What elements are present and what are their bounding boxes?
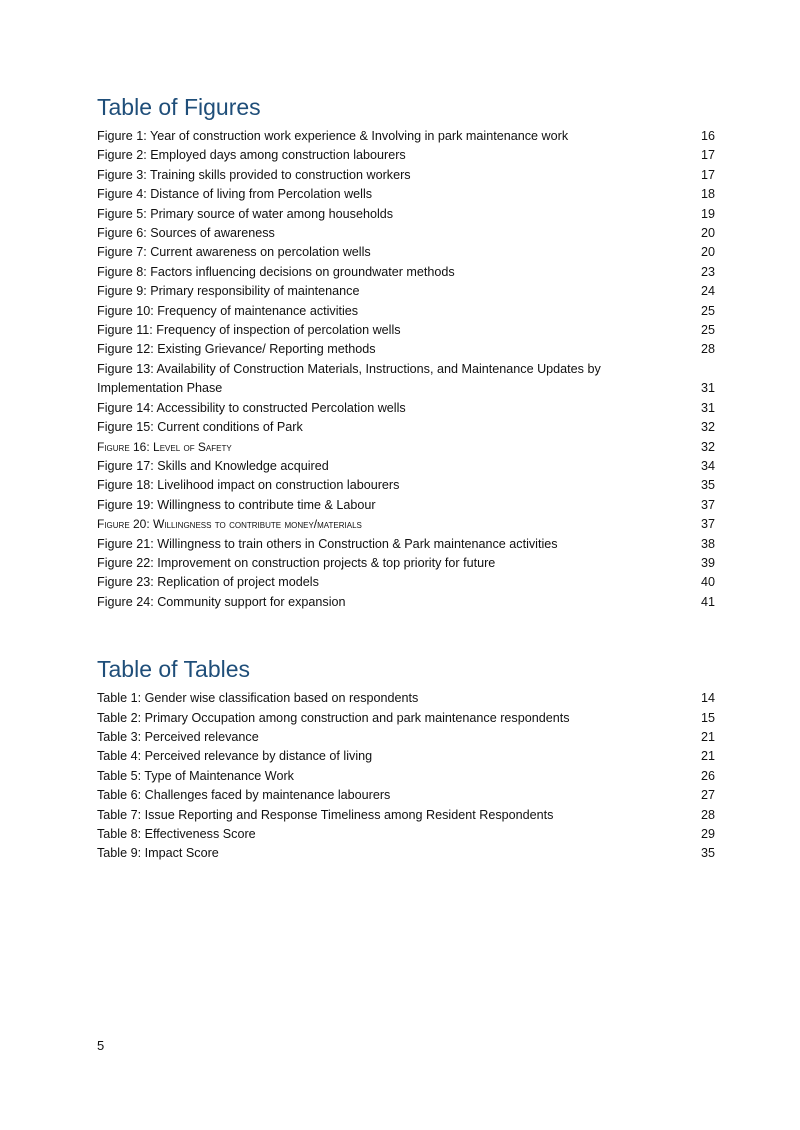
- table-entry[interactable]: [97, 844, 715, 863]
- page-number: 5: [97, 1038, 105, 1053]
- table-entry-label: Table 4: Perceived relevance by distance of living: [97, 749, 373, 764]
- figure-entry-page-number: 37: [700, 497, 715, 512]
- figure-entry-label: Figure 23: Replication of project models: [97, 575, 319, 590]
- figure-entry-page-number: 24: [700, 284, 715, 299]
- table-of-tables-section: [97, 654, 715, 864]
- figure-entry-page-number: 32: [700, 420, 715, 435]
- figure-entry[interactable]: [97, 457, 715, 476]
- figure-entry[interactable]: [97, 282, 715, 301]
- table-entry-label: Table 3: Perceived relevance: [97, 729, 259, 744]
- table-entry-page-number: 21: [700, 729, 715, 744]
- figure-entry-label: Figure 15: Current conditions of Park: [97, 420, 303, 435]
- figure-entry-page-number: 20: [700, 245, 715, 260]
- document-page: [97, 92, 715, 864]
- table-entry[interactable]: [97, 689, 715, 708]
- figure-entry-label: Figure 11: Frequency of inspection of percolation wells: [97, 323, 401, 338]
- figure-entry[interactable]: [97, 127, 715, 146]
- table-entry-page-number: 29: [700, 827, 715, 841]
- figure-entry-page-number: 23: [700, 264, 715, 279]
- table-entry-page-number: 28: [700, 807, 715, 822]
- figure-entry-label: Figure 21: Willingness to train others in Construction & Park maintenance activities: [97, 536, 558, 551]
- figure-entry-label: Figure 5: Primary source of water among households: [97, 206, 394, 221]
- table-entry-label: Table 8: Effectiveness Score: [97, 827, 256, 841]
- figure-entry-label: Figure 19: Willingness to contribute time & Labour: [97, 497, 376, 512]
- figure-entry[interactable]: [97, 302, 715, 321]
- figure-entry-page-number: 19: [700, 206, 715, 221]
- figure-entry-page-number: 25: [700, 323, 715, 338]
- table-entry[interactable]: [97, 767, 715, 786]
- figure-entry[interactable]: [97, 573, 715, 592]
- figure-entry-label: Figure 13: Availability of Construction Materials, Instructions, and Maintenance Updates by Implementation Phase: [97, 361, 601, 396]
- figure-entry[interactable]: [97, 263, 715, 282]
- figure-entry-page-number: 34: [700, 458, 715, 473]
- table-entry-page-number: 14: [700, 691, 715, 706]
- figure-entry-page-number: 37: [700, 517, 715, 532]
- table-entry-label: Table 2: Primary Occupation among construction and park maintenance respondents: [97, 710, 570, 725]
- table-entry-label: Table 7: Issue Reporting and Response Timeliness among Resident Respondents: [97, 807, 554, 822]
- figure-entry-page-number: 20: [700, 226, 715, 241]
- figure-entry-label: Figure 20: Willingness to contribute money/materials: [97, 517, 362, 532]
- figure-entry[interactable]: [97, 418, 715, 437]
- figure-entry-label: Figure 18: Livelihood impact on construction labourers: [97, 478, 400, 493]
- figure-entry-label: Figure 2: Employed days among construction labourers: [97, 148, 406, 163]
- figure-entry-page-number: 16: [700, 129, 715, 143]
- figure-entry[interactable]: [97, 321, 715, 340]
- figure-entry-label: Figure 16: Level of Safety: [97, 439, 232, 454]
- figure-entry[interactable]: [97, 340, 715, 359]
- figure-entry-page-number: 38: [700, 536, 715, 551]
- table-entry[interactable]: [97, 709, 715, 728]
- figure-entry[interactable]: [97, 224, 715, 243]
- figure-entry[interactable]: [97, 360, 715, 399]
- figure-entry-page-number: 41: [700, 594, 715, 609]
- table-entry-label: Table 9: Impact Score: [97, 846, 219, 861]
- table-entry[interactable]: [97, 747, 715, 766]
- figure-entry[interactable]: [97, 476, 715, 495]
- figure-entry-label: Figure 9: Primary responsibility of maintenance: [97, 284, 360, 299]
- figure-entry[interactable]: [97, 205, 715, 224]
- figure-entry-page-number: 25: [700, 303, 715, 318]
- figure-entry-label: Figure 6: Sources of awareness: [97, 226, 275, 241]
- figure-entry-page-number: 17: [700, 167, 715, 182]
- figure-entry[interactable]: [97, 185, 715, 204]
- figure-entry-label: Figure 4: Distance of living from Percolation wells: [97, 187, 373, 202]
- table-entry-label: Table 5: Type of Maintenance Work: [97, 768, 294, 783]
- table-of-figures-heading: Table of Figures: [97, 94, 261, 120]
- figure-entry[interactable]: [97, 535, 715, 554]
- table-entry[interactable]: [97, 806, 715, 825]
- figure-entry-label: Figure 12: Existing Grievance/ Reporting methods: [97, 342, 376, 357]
- figure-entry-label: Figure 1: Year of construction work experience & Involving in park maintenance work: [97, 129, 569, 143]
- figure-entry[interactable]: [97, 515, 715, 534]
- table-of-tables-list: [97, 689, 715, 864]
- figure-entry-page-number: 31: [700, 400, 715, 415]
- figure-entry[interactable]: [97, 243, 715, 262]
- figure-entry[interactable]: [97, 166, 715, 185]
- figure-entry-page-number: 18: [700, 187, 715, 202]
- table-of-figures-section: [97, 92, 715, 612]
- figure-entry-page-number: 28: [700, 342, 715, 357]
- table-entry[interactable]: [97, 786, 715, 805]
- figure-entry[interactable]: [97, 146, 715, 165]
- table-entry-label: Table 1: Gender wise classification based on respondents: [97, 691, 419, 706]
- figure-entry-label: Figure 14: Accessibility to constructed Percolation wells: [97, 400, 406, 415]
- table-entry-page-number: 26: [700, 768, 715, 783]
- figure-entry-page-number: 32: [700, 439, 715, 454]
- figure-entry-label: Figure 8: Factors influencing decisions on groundwater methods: [97, 264, 455, 279]
- figure-entry-page-number: 39: [700, 555, 715, 570]
- figure-entry-label: Figure 7: Current awareness on percolation wells: [97, 245, 371, 260]
- figure-entry-page-number: 40: [700, 575, 715, 590]
- figure-entry-page-number: 35: [700, 478, 715, 493]
- figure-entry[interactable]: [97, 593, 715, 612]
- figure-entry-label: Figure 3: Training skills provided to construction workers: [97, 167, 411, 182]
- table-of-figures-list: [97, 127, 715, 612]
- figure-entry[interactable]: [97, 438, 715, 457]
- figure-entry-label: Figure 22: Improvement on construction projects & top priority for future: [97, 555, 496, 570]
- figure-entry-page-number: 17: [700, 148, 715, 163]
- table-of-tables-heading: Table of Tables: [97, 656, 251, 683]
- figure-entry-label: Figure 24: Community support for expansion: [97, 594, 346, 609]
- table-entry-page-number: 27: [700, 788, 715, 803]
- table-entry-page-number: 21: [700, 749, 715, 764]
- table-entry[interactable]: [97, 728, 715, 747]
- table-entry-label: Table 6: Challenges faced by maintenance labourers: [97, 788, 391, 803]
- table-entry-page-number: 15: [700, 710, 715, 725]
- figure-entry[interactable]: [97, 554, 715, 573]
- figure-entry-label: Figure 10: Frequency of maintenance activities: [97, 303, 359, 318]
- figure-entry[interactable]: [97, 399, 715, 418]
- table-entry[interactable]: [97, 825, 715, 844]
- figure-entry-page-number: 31: [700, 381, 715, 396]
- figure-entry[interactable]: [97, 496, 715, 515]
- table-entry-page-number: 35: [700, 846, 715, 861]
- figure-entry-label: Figure 17: Skills and Knowledge acquired: [97, 458, 329, 473]
